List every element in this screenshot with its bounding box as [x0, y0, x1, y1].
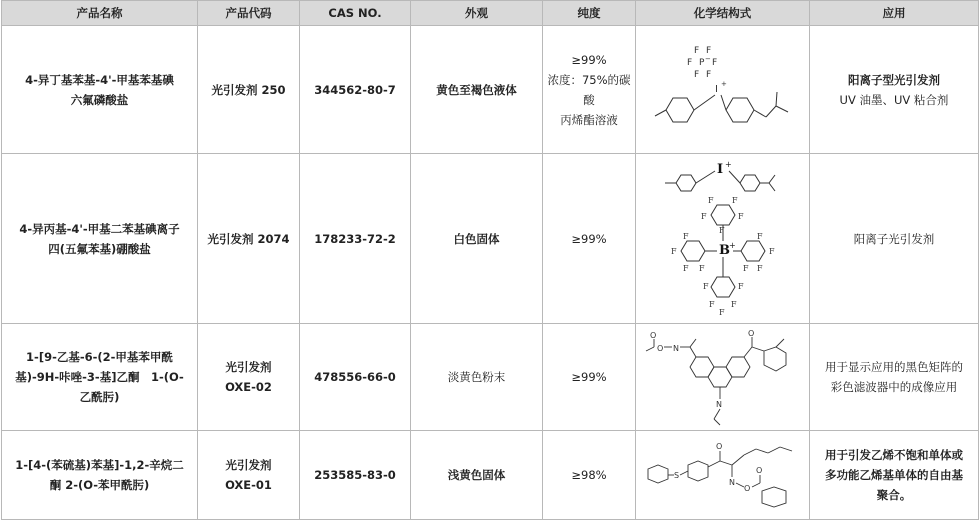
purity-cell [543, 154, 636, 324]
svg-text:F: F [693, 45, 699, 56]
application-line: 用于引发乙烯不饱和单体或 [825, 448, 963, 462]
svg-text:F: F [756, 263, 763, 273]
svg-text:F: F [737, 281, 744, 291]
header-product-name: 产品名称 [2, 1, 198, 26]
purity-cell [543, 431, 636, 520]
svg-text:P: P [698, 57, 704, 68]
product-name-line: 乙酰肟) [79, 390, 120, 404]
application-cell [810, 26, 979, 154]
product-name-line: 1-[9-乙基-6-(2-甲基苯甲酰 [26, 350, 173, 364]
product-name-cell [2, 154, 198, 324]
product-code-line: OXE-01 [225, 478, 272, 492]
header-purity: 纯度 [543, 1, 636, 26]
svg-text:I: I [716, 161, 723, 177]
header-product-code: 产品代码 [198, 1, 300, 26]
product-code-cell [198, 431, 300, 520]
cas-cell: 344562-80-7 [300, 26, 411, 154]
product-code-line: 光引发剂 [225, 458, 272, 472]
svg-text:F: F [718, 225, 725, 235]
svg-text:F: F [700, 211, 707, 221]
application-line: 聚合。 [876, 488, 912, 502]
cas-cell: 478556-66-0 [300, 324, 411, 431]
svg-text:F: F [756, 231, 763, 241]
appearance-cell: 白色固体 [411, 154, 543, 324]
table-header-row [2, 1, 979, 26]
purity-line: ≥98% [571, 468, 607, 482]
header-structure: 化学结构式 [636, 1, 810, 26]
application-cell [810, 324, 979, 431]
cas-cell: 253585-83-0 [300, 431, 411, 520]
purity-cell [543, 26, 636, 154]
appearance-cell: 浅黄色固体 [411, 431, 543, 520]
svg-text:O: O [649, 331, 656, 340]
svg-text:F: F [768, 246, 775, 256]
svg-text:+: + [720, 79, 727, 88]
svg-text:N: N [728, 478, 735, 487]
purity-line: 丙烯酯溶液 [560, 112, 618, 127]
table-row [2, 431, 979, 520]
product-name-cell [2, 431, 198, 520]
carbazole-oxime-ester-structure-icon [640, 327, 806, 427]
purity-line: ≥99% [571, 370, 607, 384]
svg-text:O: O [747, 329, 754, 338]
svg-text:F: F [702, 281, 709, 291]
product-name-cell [2, 26, 198, 154]
application-line: 阳离子型光引发剂 [848, 72, 940, 87]
iodonium-borate-structure-icon [643, 159, 803, 319]
svg-text:N: N [672, 344, 679, 353]
svg-text:O: O [743, 484, 750, 493]
svg-text:O: O [715, 442, 722, 451]
svg-text:−: − [704, 54, 711, 63]
product-name-line: 四(五氟苯基)硼酸盐 [48, 241, 151, 256]
table-row [2, 324, 979, 431]
svg-text:F: F [737, 211, 744, 221]
svg-text:F: F [686, 57, 692, 68]
purity-line: 浓度：75%的碳酸 [547, 72, 631, 107]
application-line: 彩色滤波器中的成像应用 [830, 380, 958, 394]
svg-text:F: F [682, 263, 689, 273]
purity-cell [543, 324, 636, 431]
svg-text:F: F [742, 263, 749, 273]
svg-text:F: F [730, 299, 737, 309]
svg-text:F: F [705, 69, 711, 80]
application-line: 阳离子光引发剂 [853, 231, 935, 246]
svg-text:B: B [718, 242, 730, 258]
header-cas-no: CAS NO. [300, 1, 411, 26]
product-name-line: 1-[4-(苯硫基)苯基]-1,2-辛烷二 [15, 458, 184, 472]
svg-text:F: F [711, 57, 717, 68]
svg-text:F: F [693, 69, 699, 80]
product-name-line: 4-异丙基-4'-甲基二苯基碘离子 [19, 221, 180, 236]
product-code-line: 光引发剂 250 [211, 82, 286, 97]
svg-text:F: F [682, 231, 689, 241]
structure-cell [636, 324, 810, 431]
svg-text:F: F [705, 45, 711, 56]
svg-text:I: I [714, 83, 718, 95]
product-name-line: 4-异丁基苯基-4'-甲基苯基碘 [25, 72, 174, 87]
application-line: UV 油墨、UV 粘合剂 [839, 92, 949, 107]
structure-cell [636, 431, 810, 520]
octanedione-oxime-ester-structure-icon [640, 435, 806, 515]
svg-text:+: + [724, 159, 732, 169]
svg-text:F: F [718, 307, 725, 317]
application-line: 多功能乙烯基单体的自由基 [825, 468, 963, 482]
svg-text:F: F [670, 246, 677, 256]
svg-text:F: F [731, 195, 738, 205]
product-code-line: 光引发剂 [225, 360, 272, 374]
svg-text:O: O [755, 466, 762, 475]
svg-text:S: S [673, 471, 679, 480]
application-cell [810, 154, 979, 324]
product-code-cell [198, 324, 300, 431]
product-name-line: 六氟磷酸盐 [70, 92, 129, 107]
product-name-line: 基)-9H-咔唑-3-基]乙酮 1-(O- [15, 370, 184, 384]
header-appearance: 外观 [411, 1, 543, 26]
table-row [2, 26, 979, 154]
purity-line: ≥99% [571, 52, 607, 67]
svg-text:F: F [698, 263, 705, 273]
structure-cell [636, 154, 810, 324]
product-name-line: 酮 2-(O-苯甲酰肟) [49, 478, 150, 492]
appearance-cell: 黄色至褐色液体 [411, 26, 543, 154]
purity-line: ≥99% [571, 231, 607, 246]
appearance-cell: 淡黄色粉末 [411, 324, 543, 431]
table-row [2, 154, 979, 324]
product-code-cell [198, 26, 300, 154]
application-line: 用于显示应用的黑色矩阵的 [825, 360, 963, 374]
product-code-line: 光引发剂 2074 [207, 231, 290, 246]
svg-text:F: F [708, 299, 715, 309]
svg-text:O: O [656, 344, 663, 353]
product-name-cell [2, 324, 198, 431]
header-application: 应用 [810, 1, 979, 26]
application-cell [810, 431, 979, 520]
product-code-line: OXE-02 [225, 380, 272, 394]
cas-cell: 178233-72-2 [300, 154, 411, 324]
iodonium-hexafluorophosphate-structure-icon [643, 40, 803, 140]
svg-text:F: F [707, 195, 714, 205]
photoinitiator-table [1, 0, 979, 520]
structure-cell [636, 26, 810, 154]
svg-text:N: N [715, 400, 722, 409]
svg-text:+: + [728, 240, 736, 250]
product-code-cell [198, 154, 300, 324]
